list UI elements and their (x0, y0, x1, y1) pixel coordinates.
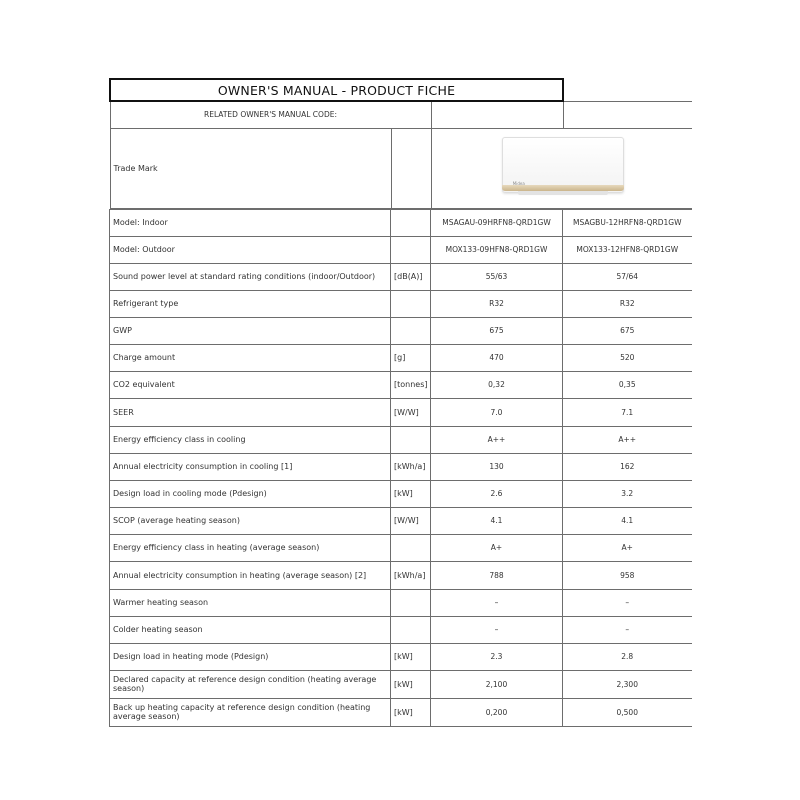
row-value-model-1: – (431, 589, 563, 616)
row-unit: [tonnes] (391, 371, 431, 398)
row-label: CO2 equivalent (110, 371, 391, 398)
row-value-model-1: 4.1 (431, 507, 563, 534)
row-unit (391, 616, 431, 643)
row-value-model-1: A+ (431, 534, 563, 561)
product-fiche-values (109, 209, 692, 727)
row-label: Charge amount (110, 344, 391, 371)
table-row (110, 589, 692, 616)
row-value-model-2: 2,300 (563, 670, 692, 698)
table-row (110, 236, 692, 263)
row-label: Annual electricity consumption in cooling [1] (110, 453, 391, 480)
row-label: Model: Outdoor (110, 236, 391, 263)
page-title: OWNER'S MANUAL - PRODUCT FICHE (110, 79, 563, 101)
row-value-model-2: 0,35 (563, 371, 692, 398)
row-value-model-2: A+ (563, 534, 692, 561)
table-row (110, 534, 692, 561)
row-value-model-2: 2.8 (563, 643, 692, 670)
row-label: Back up heating capacity at reference design condition (heating average season) (110, 698, 391, 726)
row-label: SCOP (average heating season) (110, 507, 391, 534)
row-unit (391, 128, 431, 208)
air-conditioner-image (502, 135, 622, 201)
row-label: Colder heating season (110, 616, 391, 643)
table-row (110, 561, 692, 589)
row-label: Energy efficiency class in heating (average season) (110, 534, 391, 561)
table-row (110, 344, 692, 371)
table-row (110, 128, 692, 208)
related-code-label: RELATED OWNER'S MANUAL CODE: (110, 101, 431, 128)
row-value-model-2: 958 (563, 561, 692, 589)
row-value-model-1: 7.0 (431, 398, 563, 426)
table-row (110, 643, 692, 670)
row-unit (391, 589, 431, 616)
row-value-model-1: MSAGAU-09HRFN8-QRD1GW (431, 209, 563, 236)
row-value-model-2: 675 (563, 317, 692, 344)
table-row (110, 698, 692, 726)
table-row (110, 263, 692, 290)
row-unit (391, 317, 431, 344)
row-unit (391, 209, 431, 236)
row-unit: [dB(A)] (391, 263, 431, 290)
row-label: Trade Mark (110, 128, 391, 208)
row-label: Warmer heating season (110, 589, 391, 616)
row-label: Declared capacity at reference design condition (heating average season) (110, 670, 391, 698)
table-row (110, 209, 692, 236)
row-value-model-1: A++ (431, 426, 563, 453)
row-label: Energy efficiency class in cooling (110, 426, 391, 453)
row-label: Sound power level at standard rating conditions (indoor/Outdoor) (110, 263, 391, 290)
table-row (110, 507, 692, 534)
row-unit: [g] (391, 344, 431, 371)
row-value-model-1: 55/63 (431, 263, 563, 290)
row-unit: [kW] (391, 670, 431, 698)
row-label: Design load in heating mode (Pdesign) (110, 643, 391, 670)
row-value-model-2: 3.2 (563, 480, 692, 507)
row-value-model-1: 130 (431, 453, 563, 480)
row-unit: [kWh/a] (391, 453, 431, 480)
table-row (110, 317, 692, 344)
row-value-model-1: 0,200 (431, 698, 563, 726)
row-value-model-2: 520 (563, 344, 692, 371)
row-label: Design load in cooling mode (Pdesign) (110, 480, 391, 507)
row-value-model-2: MSAGBU-12HRFN8-QRD1GW (563, 209, 692, 236)
row-unit (391, 426, 431, 453)
related-code-row (110, 101, 692, 128)
row-label: SEER (110, 398, 391, 426)
row-value-model-2: 4.1 (563, 507, 692, 534)
row-value-model-1: 470 (431, 344, 563, 371)
row-value-model-1: R32 (431, 290, 563, 317)
row-value-model-2: 7.1 (563, 398, 692, 426)
row-unit (391, 290, 431, 317)
table-row (110, 426, 692, 453)
table-row (110, 398, 692, 426)
row-unit: [W/W] (391, 398, 431, 426)
title-blank-cell (563, 79, 692, 101)
row-label: GWP (110, 317, 391, 344)
row-unit: [kW] (391, 698, 431, 726)
related-code-cell-1 (431, 101, 563, 128)
table-row (110, 670, 692, 698)
related-code-cell-2 (563, 101, 692, 128)
row-unit (391, 534, 431, 561)
row-value-model-1: – (431, 616, 563, 643)
row-value-model-1: MOX133-09HFN8-QRD1GW (431, 236, 563, 263)
row-unit: [kW] (391, 643, 431, 670)
row-value-model-2: 162 (563, 453, 692, 480)
row-unit: [W/W] (391, 507, 431, 534)
row-value-model-1: 2,100 (431, 670, 563, 698)
row-label: Annual electricity consumption in heating (average season) [2] (110, 561, 391, 589)
table-row (110, 453, 692, 480)
row-unit: [kWh/a] (391, 561, 431, 589)
table-row (110, 371, 692, 398)
row-value-model-1: 0,32 (431, 371, 563, 398)
row-value-model-1: 675 (431, 317, 563, 344)
product-fiche-sheet (109, 78, 691, 724)
row-value-model-2: – (563, 589, 692, 616)
table-row (110, 480, 692, 507)
row-value-model-2: 57/64 (563, 263, 692, 290)
row-value-model-2: A++ (563, 426, 692, 453)
table-row (110, 616, 692, 643)
table-row (110, 290, 692, 317)
product-fiche-table (109, 78, 692, 209)
row-value-model-2: MOX133-12HFN8-QRD1GW (563, 236, 692, 263)
row-unit: [kW] (391, 480, 431, 507)
product-image-cell (431, 128, 692, 208)
row-value-model-1: 2.3 (431, 643, 563, 670)
row-value-model-2: – (563, 616, 692, 643)
row-label: Model: Indoor (110, 209, 391, 236)
row-value-model-1: 788 (431, 561, 563, 589)
row-value-model-2: R32 (563, 290, 692, 317)
title-row (110, 79, 692, 101)
brand-logo: Midea (512, 181, 525, 186)
row-label: Refrigerant type (110, 290, 391, 317)
row-value-model-1: 2.6 (431, 480, 563, 507)
row-unit (391, 236, 431, 263)
row-value-model-2: 0,500 (563, 698, 692, 726)
